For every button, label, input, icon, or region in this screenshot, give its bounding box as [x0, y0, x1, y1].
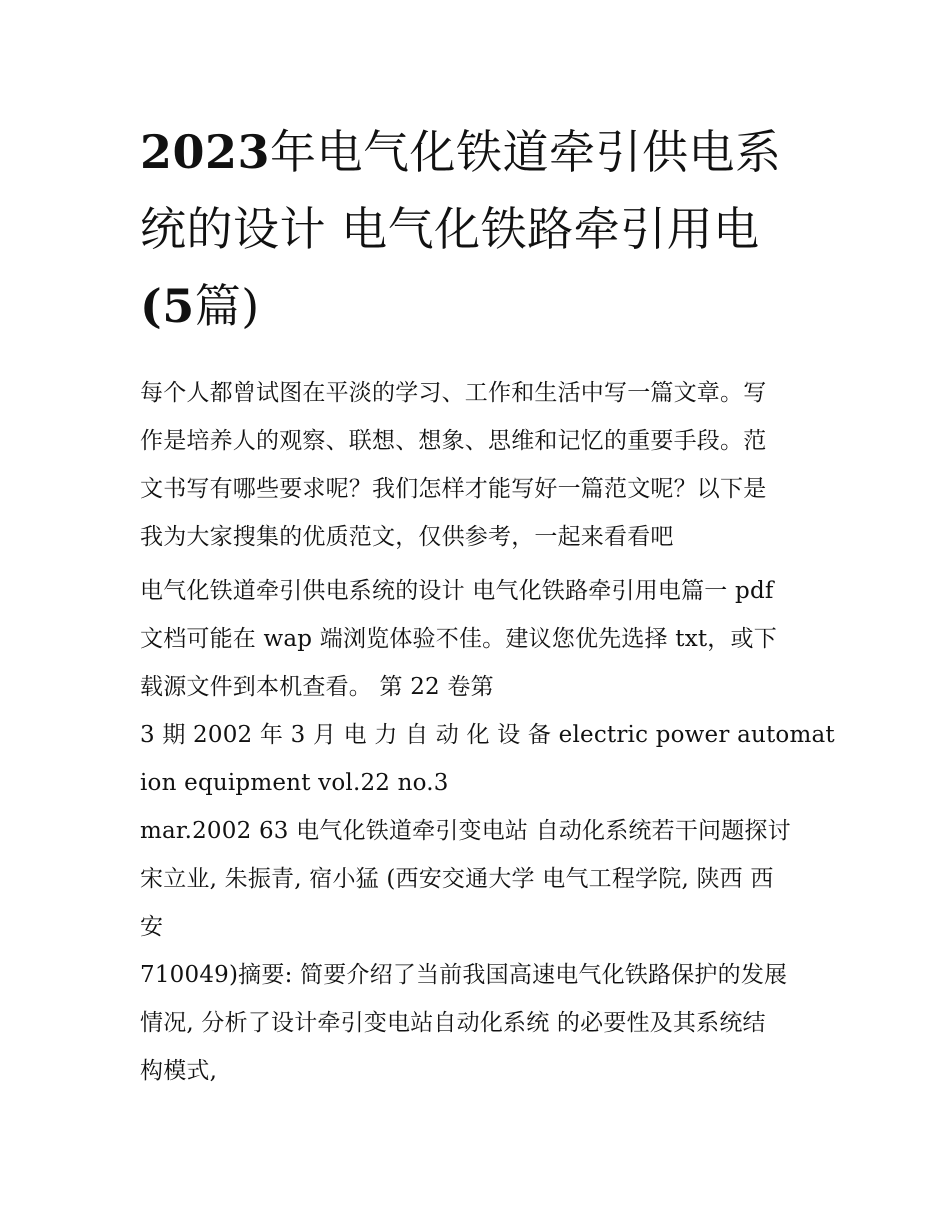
text-line: 我为大家搜集的优质范文，仅供参考，一起来看看吧: [140, 524, 674, 550]
title-line: [140, 191, 812, 268]
body-paragraph: [140, 951, 812, 1095]
title-line: [140, 268, 812, 345]
text-line: 载源文件到本机查看。 第 22 卷第: [140, 674, 494, 700]
title-text: 篇): [194, 279, 260, 333]
text-line: 作是培养人的观察、联想、想象、思维和记忆的重要手段。范: [140, 428, 767, 454]
title-line: [140, 114, 812, 191]
body-paragraph: [140, 567, 812, 711]
document-title: [140, 114, 812, 345]
title-number: 2023: [140, 125, 271, 179]
body-paragraph: [140, 711, 835, 807]
text-line: 宋立业, 朱振青, 宿小猛 (西安交通大学 电气工程学院, 陕西 西: [140, 866, 774, 892]
text-line: ion equipment vol.22 no.3: [140, 770, 449, 796]
text-line: 文书写有哪些要求呢？我们怎样才能写好一篇范文呢？以下是: [140, 476, 767, 502]
text-line: 3 期 2002 年 3 月 电 力 自 动 化 设 备 electric power automat: [140, 722, 835, 748]
text-line: 文档可能在 wap 端浏览体验不佳。建议您优先选择 txt，或下: [140, 626, 777, 652]
title-text: 年电气化铁道牵引供电系: [270, 125, 782, 179]
text-line: 情况, 分析了设计牵引变电站自动化系统 的必要性及其系统结: [140, 1010, 766, 1036]
text-line: 电气化铁道牵引供电系统的设计 电气化铁路牵引用电篇一 pdf: [140, 578, 774, 604]
text-line: 710049)摘要: 简要介绍了当前我国高速电气化铁路保护的发展: [140, 962, 788, 988]
title-number: (5: [140, 279, 195, 333]
body-paragraph: [140, 807, 812, 951]
intro-paragraph: [140, 369, 812, 561]
text-line: 构模式,: [140, 1058, 218, 1084]
text-line: mar.2002 63 电气化铁道牵引变电站 自动化系统若干问题探讨: [140, 818, 791, 844]
text-line: 每个人都曾试图在平淡的学习、工作和生活中写一篇文章。写: [140, 380, 767, 406]
document-content: [140, 114, 835, 1095]
title-text: 统的设计 电气化铁路牵引用电: [140, 202, 760, 256]
text-line: 安: [140, 914, 164, 940]
